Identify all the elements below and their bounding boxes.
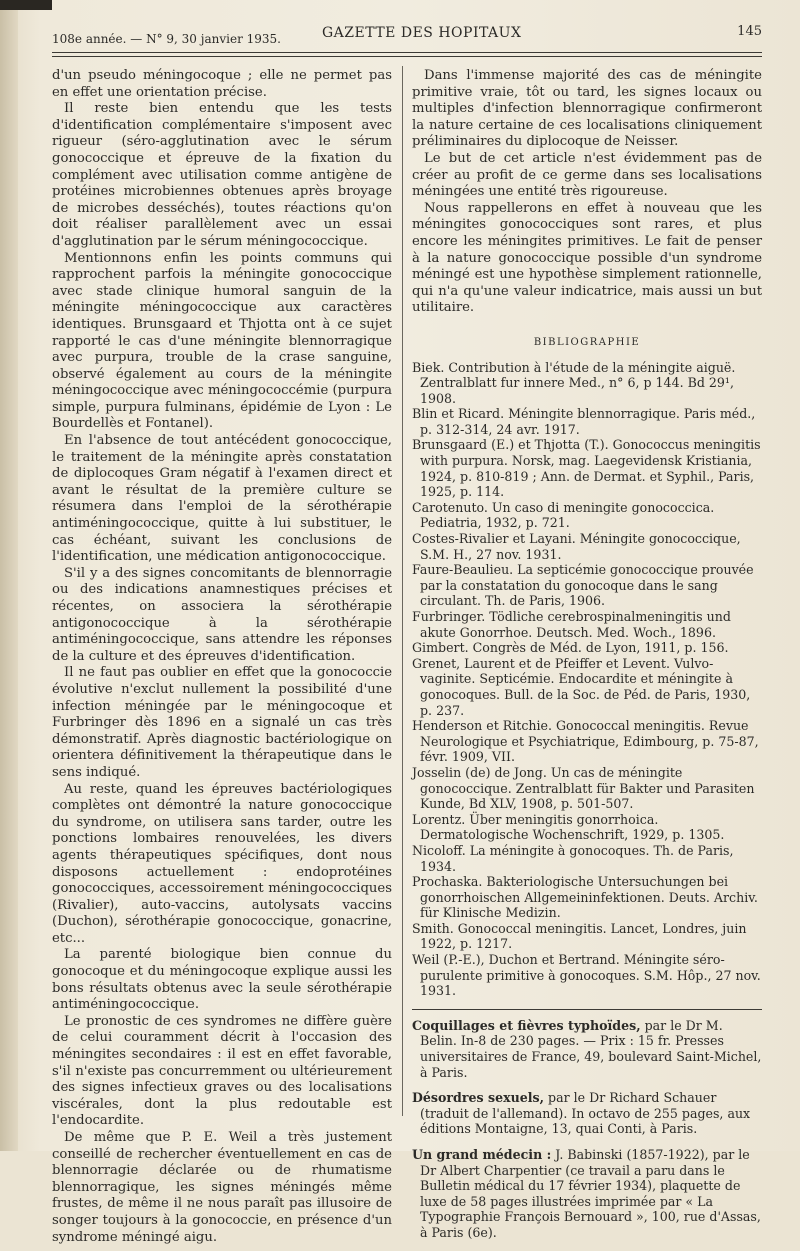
bibliography-entry: Faure-Beaulieu. La septicémie gonococcique prouvée par la constatation du gonocoque dans le sang circulant. Th. de Paris, 1906. [412, 562, 754, 609]
paragraph: En l'absence de tout antécédent gonococcique, le traitement de la méningite après constatation de diplocoques Gram négatif à l'examen direct et avant le résultat de la première culture se résumera dans l'emploi de la sérothérapie antiméningococcique, quitte à lui substituer, le cas échéant, suivant les conclusions de l'identification, une médication antigonococcique. [52, 433, 392, 565]
binding-edge [0, 0, 18, 1151]
bibliography-entry: Josselin (de) de Jong. Un cas de méningite gonococcique. Zentralblatt für Bakter und Parasiten Kunde, Bd XLV, 1908, p. 501-507. [412, 764, 755, 812]
bibliography-entry: Biek. Contribution à l'étude de la méningite aiguë. Zentralblatt fur innere Med., n° 6, p 144. Bd 29¹, 1908. [412, 359, 736, 406]
book-review-text: J. Babinski (1857-1922), par le Dr Albert Charpentier (ce travail a paru dans le Bulletin médical du 17 février 1934), plaquette de luxe de 58 pages illustrées imprimée par « La Typographie François Bernouard », 100, rue d'Assas, à Paris (6e). [420, 1147, 761, 1240]
header-rule [52, 52, 762, 53]
bibliography-entry: Gimbert. Congrès de Méd. de Lyon, 1911, p. 156. [412, 640, 729, 656]
paragraph: Le pronostic de ces syndromes ne diffère guère de celui couramment décrit à l'occasion des méningites secondaires : il est en effet favorable, s'il n'existe pas concurremment ou ultérieurement des signes infectieux graves ou des localisations viscérales, dont la plus redoutable est l'endocardite. [52, 1013, 392, 1129]
section-separator [412, 1009, 762, 1010]
bibliography-entry: Weil (P.-E.), Duchon et Bertrand. Méningite séro-purulente primitive à gonocoques. S.M. Hôp., 27 nov. 1931. [412, 952, 761, 999]
book-review-title: Désordres sexuels, [412, 1090, 545, 1106]
paragraph: Il reste bien entendu que les tests d'identification complémentaire s'imposent avec rigueur (séro-agglutination avec le sérum gonococcique et épreuve de la fixation du complément avec utilisation comme antigène de protéines microbiennes obtenues après broyage de microbes desséchés), toutes réactions qu'on doit réaliser parallèlement avec un essai d'agglutination par le sérum méningococcique. [52, 101, 392, 249]
column-divider [402, 66, 403, 1116]
corner-mark [0, 0, 52, 10]
page-header [52, 24, 762, 48]
book-review [412, 1018, 762, 1080]
book-review-text: par le Dr Richard Schauer (traduit de l'allemand). In octavo de 255 pages, aux éditions Montaigne, 13, quai Conti, à Paris. [420, 1090, 751, 1137]
right-column [412, 68, 762, 1251]
paragraph: Mentionnons enfin les points communs qui rapprochent parfois la méningite gonococcique avec stade clinique humoral sanguin de la méningite méningococcique aux caractères identiques. Brunsgaard et Thjotta ont à ce sujet rapporté le cas d'une méningite blennorragique avec purpura, trouble de la crase sanguine, observé également au cours de la méningite méningococcique avec méningococcémie (purpura simple, purpura fulminans, épidémie de Lyon : Le Bourdellès et Fontanel). [52, 250, 392, 432]
paragraph: De même que P. E. Weil a très justement conseillé de rechercher éventuellement en cas de blennorragie déclarée ou de rhumatisme blennorragique, les signes méningés même frustes, de même il ne nous paraît pas illusoire de songer toujours à la gonococcie, en présence d'un syndrome méningé aigu. [52, 1130, 392, 1245]
bibliography-entry: Blin et Ricard. Méningite blennorragique. Paris méd., p. 312-314, 24 avr. 1917. [412, 406, 756, 437]
book-review-text: par le Dr M. Belin. In-8 de 230 pages. — Prix : 15 fr. Presses universitaires de France, 49, boulevard Saint-Michel, à Paris. [420, 1017, 762, 1080]
left-column [52, 68, 392, 1246]
paragraph: Au reste, quand les épreuves bactériologiques complètes ont démontré la nature gonococcique du syndrome, on utilisera sans tarder, outre les ponctions lombaires renouvelées, les divers agents thérapeutiques spécifiques, dont nous disposons actuellement : endoprotéines gonococciques, accessoirement méningococciques (Rivalier), auto-vaccins, autolysats vaccins (Duchon), sérothérapie gonococcique, gonacrine, etc... [52, 781, 392, 946]
header-issue: 108e année. — N° 9, 30 janvier 1935. [52, 32, 281, 46]
bibliography-entry: Carotenuto. Un caso di meningite gonococcica. Pediatria, 1932, p. 721. [412, 499, 715, 531]
paragraph: Dans l'immense majorité des cas de méningite primitive vraie, tôt ou tard, les signes locaux ou multiples d'infection blennorragique confirmeront la nature certaine de ces localisations cliniquement préliminaires du diplocoque de Neisser. [412, 68, 762, 150]
paragraph: d'un pseudo méningocoque ; elle ne permet pas en effet une orientation précise. [52, 68, 392, 100]
header-journal-title: GAZETTE DES HOPITAUX [322, 25, 522, 41]
paragraph: La parenté biologique bien connue du gonocoque et du méningocoque explique aussi les bons résultats obtenus avec la seule sérothérapie antiméningococcique. [52, 947, 392, 1013]
bibliography-entry: Costes-Rivalier et Layani. Méningite gonococcique, S.M. H., 27 nov. 1931. [412, 531, 741, 562]
bibliography-title: BIBLIOGRAPHIE [533, 336, 641, 348]
paragraph: Nous rappellerons en effet à nouveau que les méningites gonococciques sont rares, et plus encore les méningites primitives. Le fait de penser à la nature gonococcique possible d'un syndrome méningé est une hypothèse simplement rationnelle, qui n'a qu'une valeur indicatrice, mais aussi un but utilitaire. [412, 200, 762, 316]
book-review [412, 1090, 762, 1137]
bibliography-entry: Smith. Gonococcal meningitis. Lancet, Londres, juin 1922, p. 1217. [412, 920, 747, 952]
bibliography-entry: Furbringer. Tödliche cerebrospinalmeningitis und akute Gonorrhoe. Deutsch. Med. Woch., 1896. [412, 609, 731, 640]
bibliography-entry: Brunsgaard (E.) et Thjotta (T.). Gonococcus meningitis with purpura. Norsk, mag. Laegevidensk Kristiania, 1924, p. 810-819 ; Ann. de Dermat. et Syphil., Paris, 1925, p. 114. [412, 437, 761, 500]
bibliography-entry: Nicoloff. La méningite à gonocoques. Th. de Paris, 1934. [412, 842, 734, 874]
book-review-title: Un grand médecin : [412, 1147, 552, 1162]
bibliography-entry: Henderson et Ritchie. Gonococcal meningitis. Revue Neurologique et Psychiatrique, Edimbourg, p. 75-87, févr. 1909, VII. [412, 718, 759, 765]
header-rule-double [52, 56, 762, 57]
paragraph: S'il y a des signes concomitants de blennorragie ou des indications anamnestiques précises et récentes, on associera la sérothérapie antigonococcique à la sérothérapie antiméningococcique, sans attendre les réponses de la culture et des épreuves d'identification. [52, 565, 392, 664]
paragraph: Il ne faut pas oublier en effet que la gonococcie évolutive n'exclut nullement la possibilité d'une infection méningée par le méningocoque et Furbringer dès 1896 en a signalé un cas très démonstratif. Après diagnostic bactériologique on orientera définitivement la thérapeutique dans le sens indiqué. [52, 665, 392, 780]
bibliography-entry: Prochaska. Bakteriologische Untersuchungen bei gonorrhoischen Allgemeininfektionen. Deuts. Archiv. für Klinische Medizin. [412, 874, 758, 921]
paragraph: Le but de cet article n'est évidemment pas de créer au profit de ce germe dans ses localisations méningées une entité très rigoureuse. [412, 150, 762, 200]
header-page-number: 145 [737, 24, 762, 39]
bibliography-entry: Grenet, Laurent et de Pfeiffer et Levent. Vulvo-vaginite. Septicémie. Endocardite et méningite à gonocoques. Bull. de la Soc. de Péd. de Paris, 1930, p. 237. [412, 655, 751, 718]
bibliography-entry: Lorentz. Über meningitis gonorrhoica. Dermatologische Wochenschrift, 1929, p. 1305. [412, 811, 725, 843]
book-review-title: Coquillages et fièvres typhoïdes, [412, 1017, 641, 1033]
book-review [412, 1147, 762, 1241]
